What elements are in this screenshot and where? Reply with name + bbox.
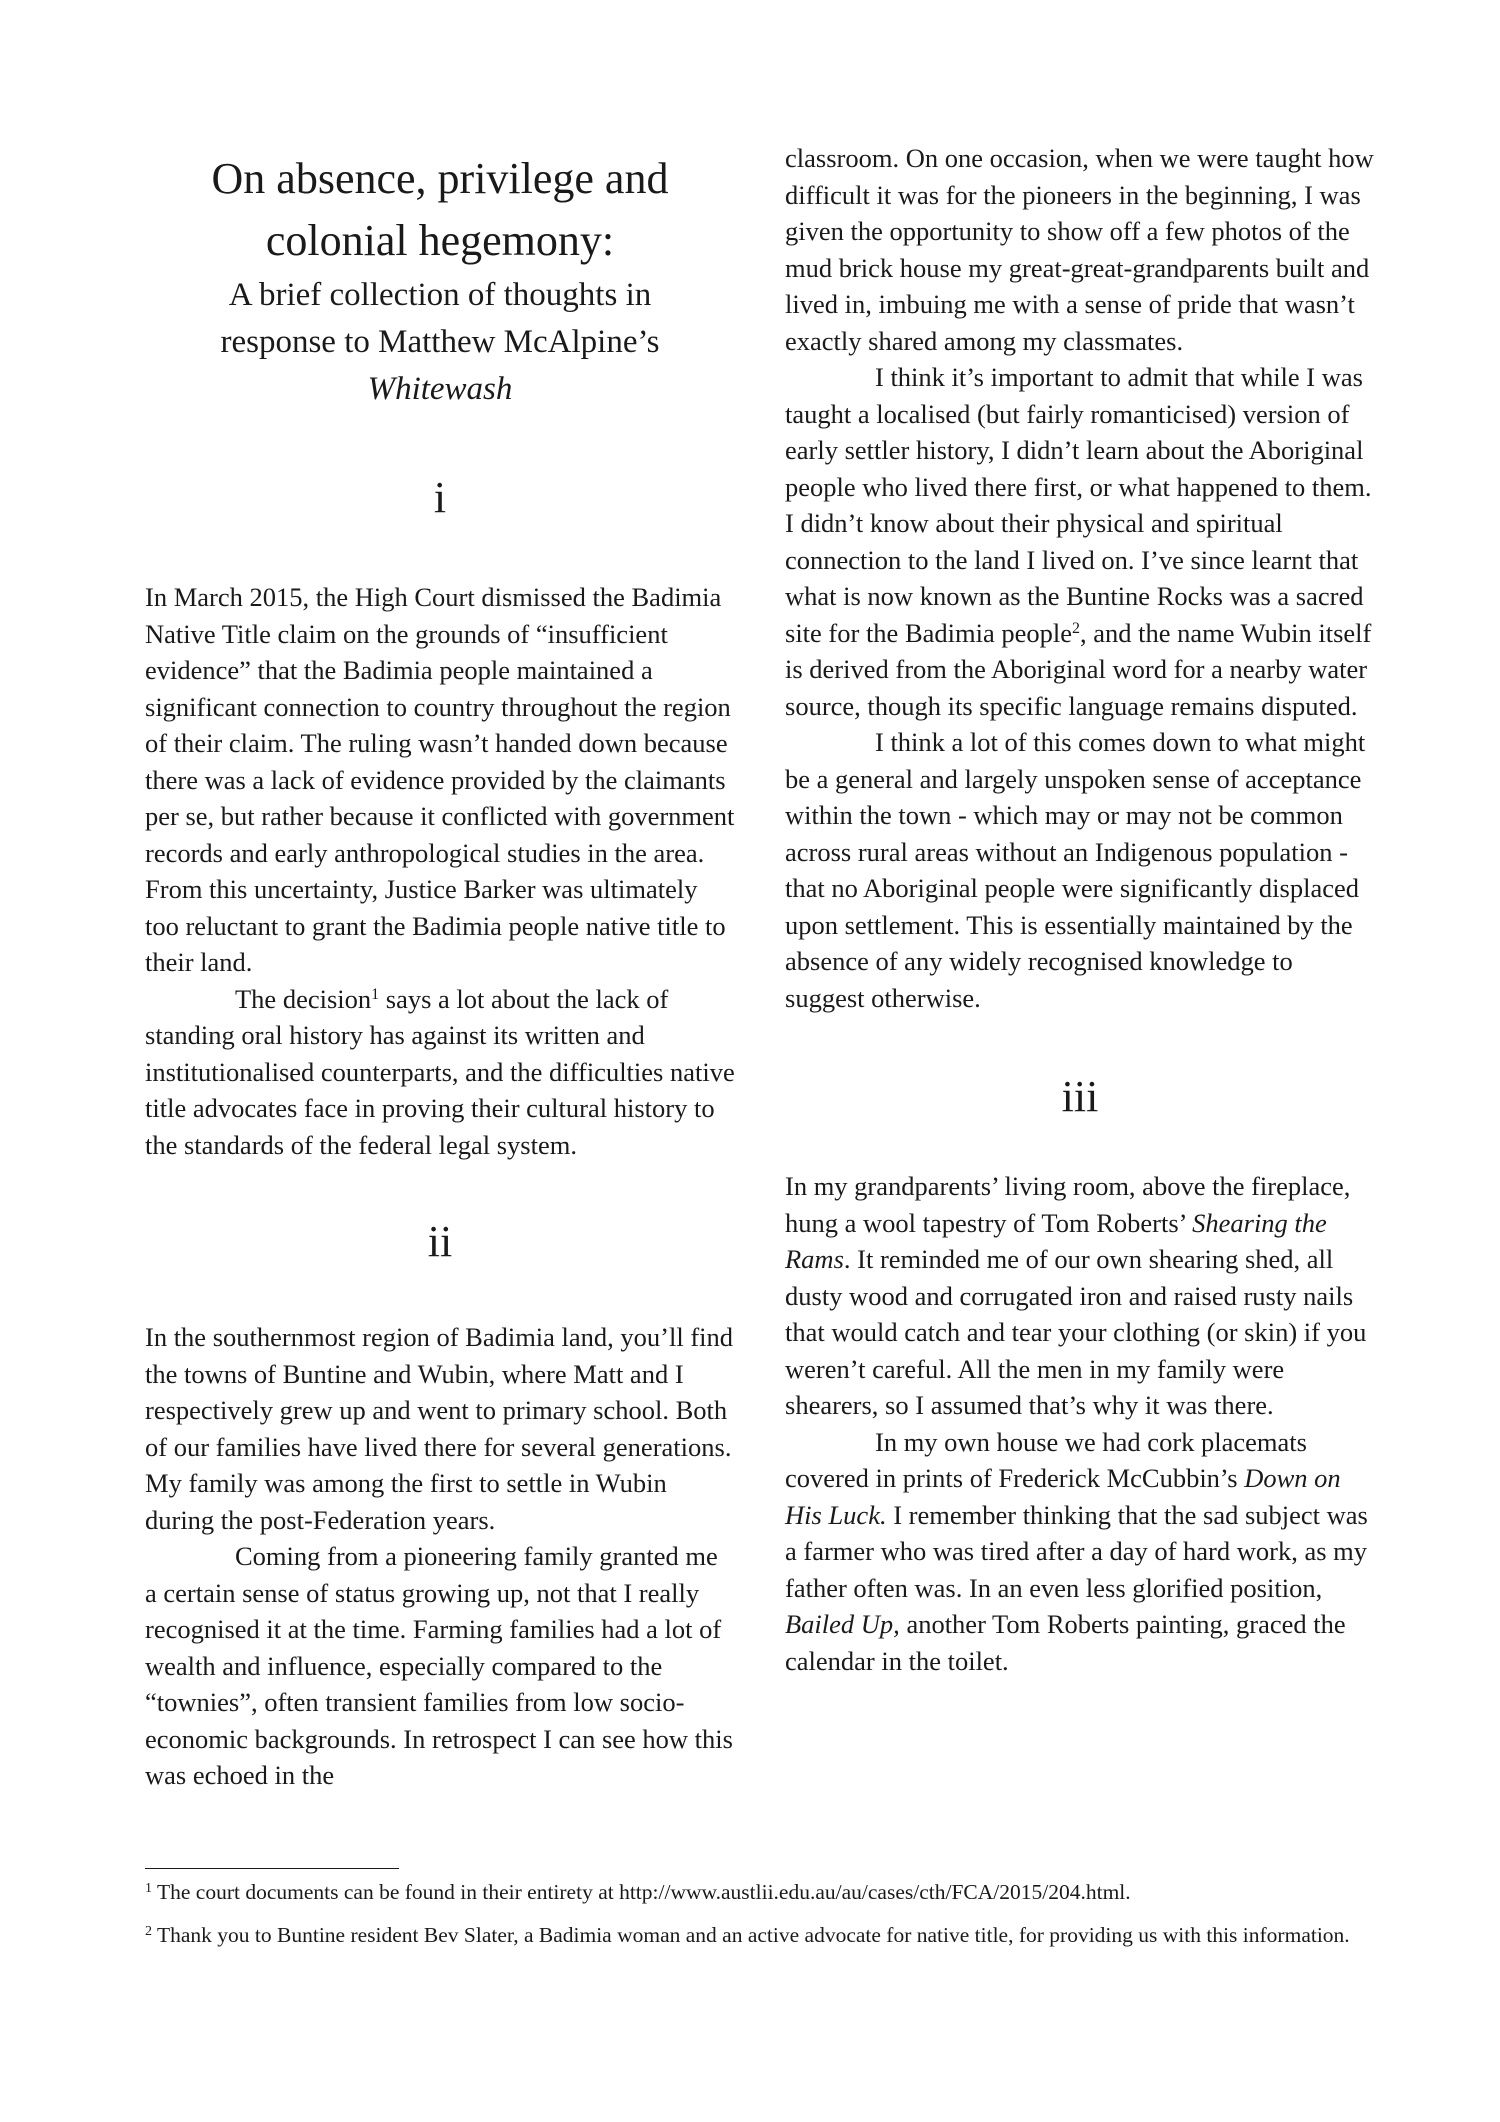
section-iii-paragraph-1: [785, 1168, 1375, 1424]
right-column: [785, 140, 1375, 1679]
section-ii-paragraph-4: I think a lot of this comes down to what might be a general and largely unspoken sense of acceptance within the town - which may or may not be common across rural areas without an Indigenous population - that no Aboriginal people were significantly displaced upon settlement. This is essentially maintained by the absence of any widely recognised knowledge to suggest otherwise.: [785, 727, 1366, 1013]
footnote-ref-1: 1: [371, 985, 380, 1003]
subtitle-line-2: response to Matthew McAlpine’s: [220, 324, 660, 360]
footnote-1-mark: 1: [145, 1881, 152, 1896]
subtitle-line-1: A brief collection of thoughts in: [228, 277, 652, 313]
section-i-p2-text-a: The decision: [235, 983, 372, 1014]
section-heading-ii: ii: [427, 1217, 453, 1266]
footnote-2-text: Thank you to Buntine resident Bev Slater, a Badimia woman and an active advocate for native title, for providing us with this information.: [152, 1923, 1350, 1947]
section-i-paragraph-1: In March 2015, the High Court dismissed the Badimia Native Title claim on the grounds of “insufficient evidence” that the Badimia people maintained a significant connection to country throughout the region of their claim. The ruling wasn’t handed down because there was a lack of evidence provided by the claimants per se, but rather because it conflicted with government records and early anthropological studies in the area. From this uncertainty, Justice Barker was ultimately too reluctant to grant the Badimia people native title to their land.: [145, 582, 735, 977]
footnote-2-mark: 2: [145, 1924, 152, 1939]
section-ii-paragraph-3: [785, 359, 1375, 724]
section-ii-paragraph-2-continued: classroom. On one occasion, when we were taught how difficult it was for the pioneers in the beginning, I was given the opportunity to show off a few photos of the mud brick house my great-great-grandparents built and lived in, imbuing me with a sense of pride that wasn’t exactly shared among my classmates.: [785, 143, 1374, 356]
section-ii-p3-text-b: , and the name Wubin itself is derived from the Aboriginal word for a nearby water source, though its specific language remains disputed.: [785, 617, 1372, 721]
artwork-title-bailed-up: Bailed Up,: [785, 1609, 900, 1639]
title-block: [145, 148, 735, 413]
section-ii-paragraph-2: Coming from a pioneering family granted me a certain sense of status growing up, not that I really recognised it at the time. Farming families had a lot of wealth and influence, especially compared to the “townies”, often transient families from low socio-economic backgrounds. In retrospect I can see how this was echoed in the: [145, 1541, 733, 1790]
title-line-2: colonial hegemony:: [265, 216, 615, 265]
page-title: [145, 148, 735, 272]
footnote-2: [145, 1923, 1365, 1948]
artwork-title-down-on-his-luck: Down on His Luck.: [785, 1463, 1341, 1530]
section-heading-i: i: [433, 473, 447, 522]
page-subtitle: [145, 272, 735, 413]
section-iii-p1-text-a: In my grandparents’ living room, above the fireplace, hung a wool tapestry of Tom Roberts’: [785, 1171, 1351, 1238]
left-column: [145, 140, 735, 1794]
subtitle-line-3: Whitewash: [367, 371, 513, 407]
section-ii-p3-text-a: I think it’s important to admit that while I was taught a localised (but fairly romanticised) version of early settler history, I didn’t learn about the Aboriginal people who lived there first, or what happened to them. I didn’t know about their physical and spiritual connection to the land I lived on. I’ve since learnt that what is now known as the Buntine Rocks was a sacred site for the Badimia people: [785, 362, 1372, 648]
section-ii-paragraph-1: In the southernmost region of Badimia land, you’ll find the towns of Buntine and Wubin, where Matt and I respectively grew up and went to primary school. Both of our families have lived there for several generations. My family was among the first to settle in Wubin during the post-Federation years.: [145, 1322, 734, 1535]
footnote-1: [145, 1880, 1365, 1905]
section-i-paragraph-2: [145, 981, 735, 1164]
section-iii-p2-text-c: another Tom Roberts painting, graced the calendar in the toilet.: [785, 1609, 1346, 1676]
footnotes: [145, 1880, 1365, 1966]
section-heading-iii: iii: [1061, 1072, 1099, 1121]
section-i-p2-text-b: says a lot about the lack of standing oral history has against its written and institutionalised counterparts, and the difficulties native title advocates face in proving their cultural history to the standards of the federal legal system.: [145, 983, 735, 1160]
section-iii-paragraph-2: [785, 1424, 1375, 1680]
footnote-divider: [145, 1868, 399, 1869]
footnote-1-text: The court documents can be found in their entirety at http://www.austlii.edu.au/au/cases/cth/FCA/2015/204.html.: [152, 1880, 1131, 1904]
section-iii-p1-text-b: . It reminded me of our own shearing shed, all dusty wood and corrugated iron and raised rusty nails that would catch and tear your clothing (or skin) if you weren’t careful. All the men in my family were shearers, so I assumed that’s why it was there.: [785, 1244, 1367, 1420]
title-line-1: On absence, privilege and: [211, 154, 669, 203]
section-iii-p2-text-b: I remember thinking that the sad subject was a farmer who was tired after a day of hard work, as my father often was. In an even less glorified position,: [785, 1499, 1368, 1603]
section-iii-p2-text-a: In my own house we had cork placemats covered in prints of Frederick McCubbin’s: [785, 1426, 1307, 1493]
artwork-title-shearing-the-rams: Shearing the Rams: [785, 1207, 1327, 1274]
footnote-ref-2: 2: [1072, 619, 1080, 637]
